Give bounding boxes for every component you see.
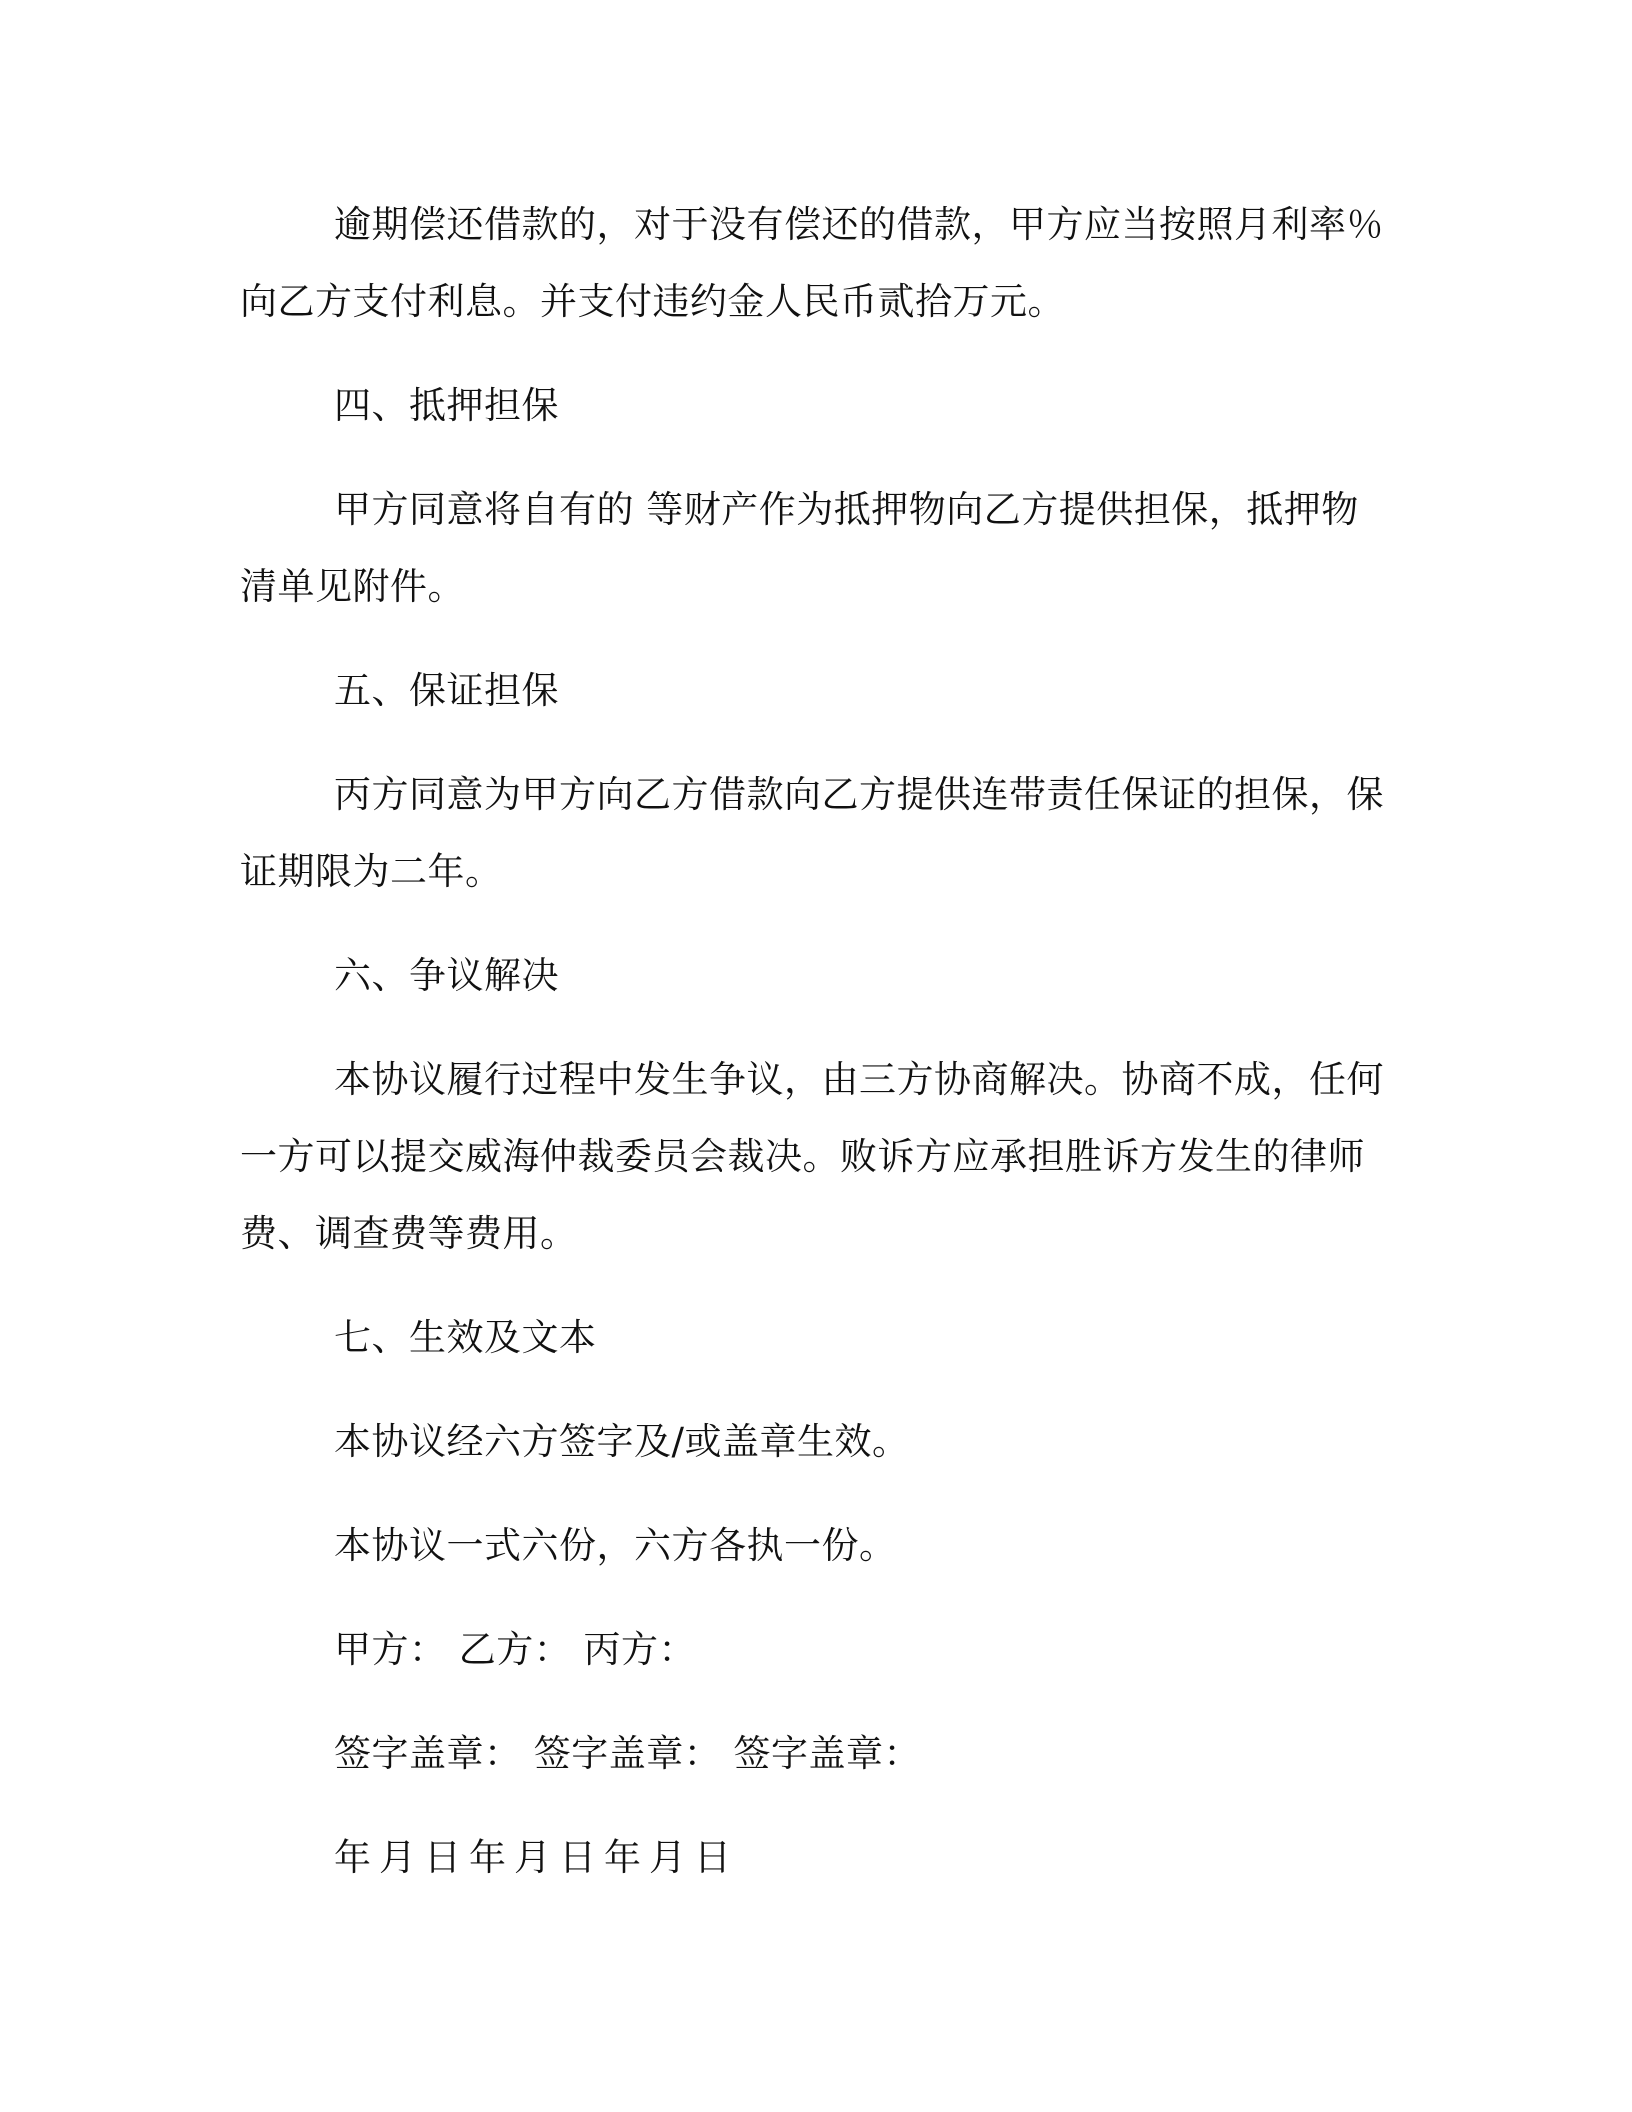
paragraph-effectiveness-2: 本协议一式六份，六方各执一份。 <box>334 1524 897 1567</box>
signature-line: 签字盖章： 签字盖章： 签字盖章： <box>334 1732 922 1775</box>
paragraph-dispute: 本协议履行过程中发生争议，由三方协商解决。协商不成，任何一方可以提交威海仲裁委员会裁决。败诉方应承担胜诉方发生的律师费、调查费等费用。 <box>240 1058 1384 1255</box>
paragraph-guarantee: 丙方同意为甲方向乙方借款向乙方提供连带责任保证的担保，保证期限为二年。 <box>240 773 1384 893</box>
paragraph-overdue-interest: 逾期偿还借款的，对于没有偿还的借款，甲方应当按照月利率％向乙方支付利息。并支付违约金人民币贰拾万元。 <box>240 203 1384 323</box>
paragraph-effectiveness-1: 本协议经六方签字及/或盖章生效。 <box>334 1420 910 1463</box>
paragraph-mortgage: 甲方同意将自有的 等财产作为抵押物向乙方提供担保，抵押物清单见附件。 <box>240 488 1359 608</box>
document-body <box>240 186 1392 1923</box>
parties-line: 甲方： 乙方： 丙方： <box>334 1628 697 1671</box>
section-heading-guarantee: 五、保证担保 <box>334 669 559 712</box>
section-heading-mortgage: 四、抵押担保 <box>334 384 559 427</box>
section-heading-dispute: 六、争议解决 <box>334 954 559 997</box>
date-line: 年月日年月日年月日 <box>334 1836 739 1879</box>
section-heading-effectiveness: 七、生效及文本 <box>334 1316 597 1359</box>
